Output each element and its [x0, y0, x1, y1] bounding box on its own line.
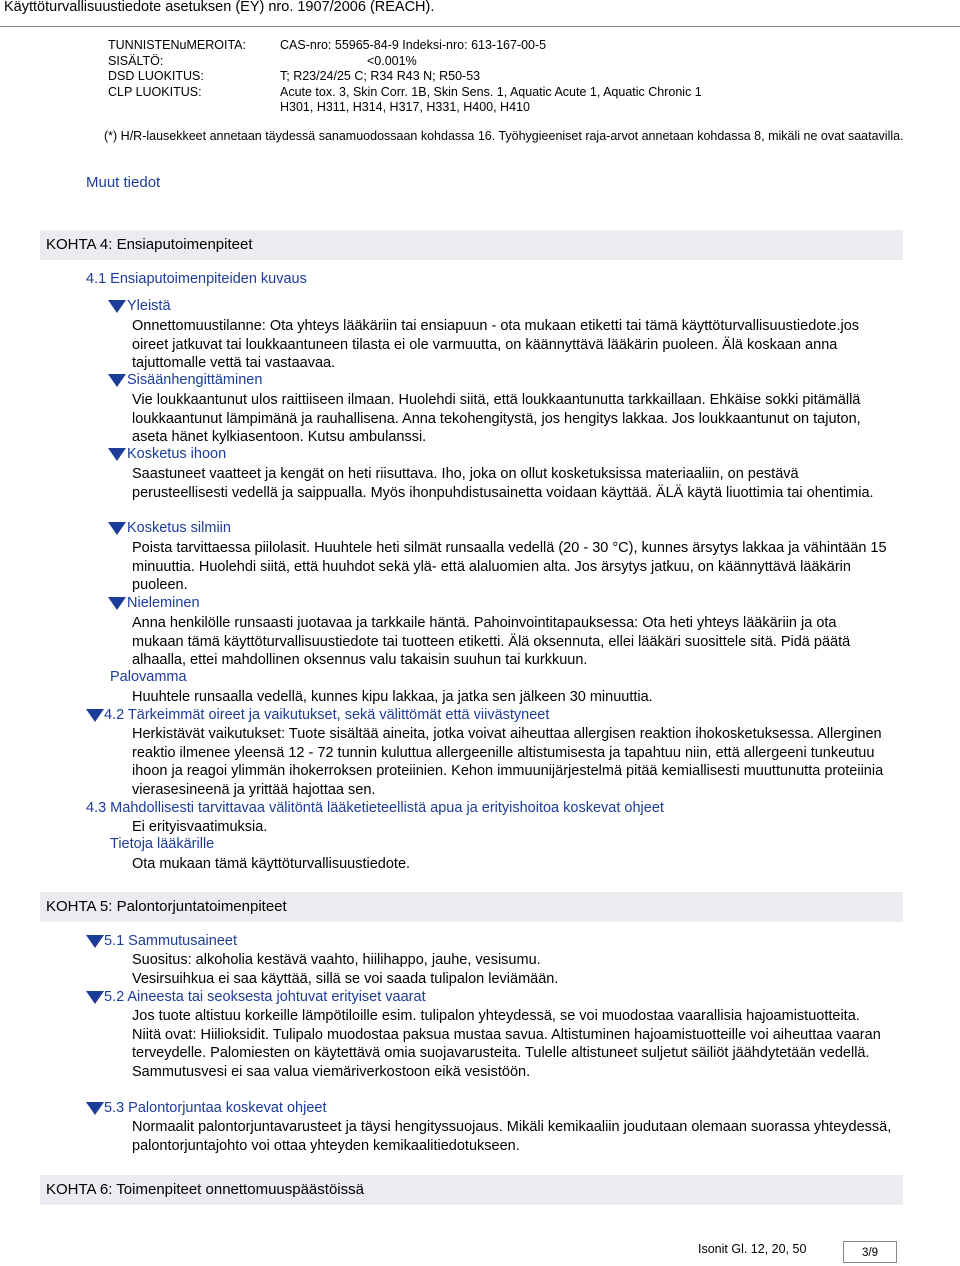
collapse-triangle-icon[interactable]	[86, 991, 104, 1004]
identification-row	[108, 69, 702, 85]
doctor-info-text: Ota mukaan tämä käyttöturvallisuustiedote.	[132, 856, 411, 872]
heading-5-3: 5.3 Palontorjuntaa koskevat ohjeet	[104, 1100, 327, 1116]
hazards-text: Jos tuote altistuu korkeille lämpötiloille esim. tulipalon yhteydessä, se voi muodostaa vaarallisia hajoamistuotteita. Niitä ovat: Hiilioksidit. Tulipalo muodostaa paksua mustaa savua. Altistuminen hajoamistuotteille voi aiheuttaa vaaran terveydelle. Palomiesten on käytettävä omia suojavarusteita. Tulelle altistuneet suljetut säiliöt jäähdytetään vedellä. Sammutusvesi ei saa valua viemäriverkostoon eikä vesistöön.	[132, 1008, 881, 1080]
identification-label	[108, 100, 280, 116]
other-info-heading: Muut tiedot	[86, 174, 161, 191]
identification-table	[108, 38, 702, 116]
inhalation-text: Vie loukkaantunut ulos raittiiseen ilmaan. Huolehdi siitä, että loukkaantunutta tarkkaillaan. Ehkäise sokki pitämällä loukkaantunut lämpimänä ja rauhallisena. Anna tekohengitystä, jos hengitys lakkaa. Jos loukkaantunut on tajuton, aseta hänet kylkiasentoon. Kutsu ambulanssi.	[132, 392, 861, 446]
heading-4-2: 4.2 Tärkeimmät oireet ja vaikutukset, sekä välittömät että viivästyneet	[104, 707, 550, 723]
subheading-general: Yleistä	[127, 298, 171, 314]
skin-text: Saastuneet vaatteet ja kengät on heti riisuttava. Iho, joka on ollut kosketuksissa materiaaliin, on pestävä perusteellisesti vedellä ja saippualla. Myös ihonpuhdistusainetta voidaan käyttää. ÄLÄ käytä liuottimia tai ohentimia.	[132, 466, 874, 501]
subheading-doctor-info: Tietoja lääkärille	[110, 836, 215, 852]
page-number: 3/9	[843, 1241, 897, 1263]
collapse-triangle-icon[interactable]	[108, 300, 126, 313]
identification-label: TUNNISTENuMEROITA:	[108, 38, 246, 52]
collapse-triangle-icon[interactable]	[86, 935, 104, 948]
burns-text: Huuhtele runsaalla vedellä, kunnes kipu lakkaa, ja jatka sen jälkeen 30 minuuttia.	[132, 689, 653, 705]
identification-row	[108, 38, 702, 54]
identification-row	[108, 54, 702, 70]
collapse-triangle-icon[interactable]	[108, 597, 126, 610]
special-treatment-text: Ei erityisvaatimuksia.	[132, 819, 268, 835]
collapse-triangle-icon[interactable]	[86, 709, 104, 722]
identification-label: DSD LUOKITUS:	[108, 69, 204, 84]
eyes-text: Poista tarvittaessa piilolasit. Huuhtele heti silmät runsaalla vedellä (20 - 30 °C), kunnes ärsytys lakkaa ja vähintään 15 minuuttia. Huolehdi siitä, että huuhdot sekä ylä- että alaluomien alta. Jos ärsytys jatkuu, on käännyttävä lääkärin puoleen.	[132, 540, 887, 594]
heading-4-3: 4.3 Mahdollisesti tarvittavaa välitöntä lääketieteellistä apua ja erityishoitoa koskevat ohjeet	[86, 800, 664, 816]
identification-label: CLP LUOKITUS:	[108, 84, 202, 99]
section-6-title: KOHTA 6: Toimenpiteet onnettomuuspäästöissä	[40, 1175, 903, 1205]
section-5-title: KOHTA 5: Palontorjuntatoimenpiteet	[40, 892, 903, 922]
heading-5-1: 5.1 Sammutusaineet	[104, 933, 237, 949]
footnote: (*) H/R-lausekkeet annetaan täydessä sanamuodossaan kohdassa 16. Työhygieeniset raja-arvot annetaan kohdassa 8, mikäli ne ovat saatavilla.	[104, 129, 904, 143]
subheading-ingestion: Nieleminen	[127, 595, 200, 611]
identification-value: <0.001%	[367, 53, 417, 68]
collapse-triangle-icon[interactable]	[108, 374, 126, 387]
section-4-title: KOHTA 4: Ensiaputoimenpiteet	[40, 230, 903, 260]
collapse-triangle-icon[interactable]	[86, 1102, 104, 1115]
product-name-footer: Isonit Gl. 12, 20, 50	[698, 1242, 807, 1256]
subheading-burns: Palovamma	[110, 669, 187, 685]
ingestion-text: Anna henkilölle runsaasti juotavaa ja tarkkaile häntä. Pahoinvointitapauksessa: Ota heti yhteys lääkäriin ja ota mukaan tämä käyttöturvallisuustiedote tai tuotteen etiketti. Älä oksennuta, ellei lääkäri suosittele sitä. Pidä päätä alhaalla, ettei mahdollinen oksennus valu takaisin suuhun tai kurkkuun.	[132, 615, 851, 669]
identification-value: Acute tox. 3, Skin Corr. 1B, Skin Sens. 1, Aquatic Acute 1, Aquatic Chronic 1	[280, 84, 702, 99]
subheading-skin: Kosketus ihoon	[127, 446, 227, 462]
identification-row	[108, 100, 702, 116]
identification-value: T; R23/24/25 C; R34 R43 N; R50-53	[280, 69, 481, 84]
document-header: Käyttöturvallisuustiedote asetuksen (EY) nro. 1907/2006 (REACH).	[4, 0, 435, 15]
collapse-triangle-icon[interactable]	[108, 448, 126, 461]
identification-row	[108, 85, 702, 101]
symptoms-text: Herkistävät vaikutukset: Tuote sisältää aineita, jotka voivat aiheuttaa allergisen reaktion ihokosketuksessa. Allerginen reaktio ilmenee yleensä 12 - 72 tunnin kuluttua allergeenille altistumisesta ja tapahtuu niin, että allergeeni tunkeutuu ihoon ja reagoi ylimmän ihokerroksen proteiinien. Kehon immuunijärjestelmä pitää kemiallisesti muuttunutta proteiinia vierasesineenä ja yrittää hajottaa sen.	[132, 726, 884, 798]
header-divider	[0, 26, 960, 27]
collapse-triangle-icon[interactable]	[108, 522, 126, 535]
firefighter-advice-text: Normaalit palontorjuntavarusteet ja täysi hengityssuojaus. Mikäli kemikaaliin joudutaan olemaan suorassa yhteydessä, palontorjuntajohto voi ottaa yhteyden kemikaalitiedotukseen.	[132, 1119, 892, 1154]
extinguishing-text-2: Vesirsuihkua ei saa käyttää, sillä se voi saada tulipalon leviämään.	[132, 971, 559, 987]
identification-label: SISÄLTÖ:	[108, 53, 164, 68]
subheading-eyes: Kosketus silmiin	[127, 520, 231, 536]
identification-value: CAS-nro: 55965-84-9 Indeksi-nro: 613-167-00-5	[280, 38, 547, 52]
general-text: Onnettomuustilanne: Ota yhteys lääkäriin tai ensiapuun - ota mukaan etiketti tai tämä käyttöturvallisuustiedote.jos oireet jatkuvat tai loukkaantuneen tilasta ei ole varmuutta, on käännyttävä lääkärin puoleen. Älä koskaan anna tajuttomalle vettä tai vastaavaa.	[132, 318, 860, 372]
identification-value: H301, H311, H314, H317, H331, H400, H410	[280, 100, 530, 115]
heading-5-2: 5.2 Aineesta tai seoksesta johtuvat erityiset vaarat	[104, 989, 426, 1005]
heading-4-1: 4.1 Ensiaputoimenpiteiden kuvaus	[86, 271, 307, 287]
subheading-inhalation: Sisäänhengittäminen	[127, 372, 263, 388]
extinguishing-text-1: Suositus: alkoholia kestävä vaahto, hiilihappo, jauhe, vesisumu.	[132, 952, 541, 968]
